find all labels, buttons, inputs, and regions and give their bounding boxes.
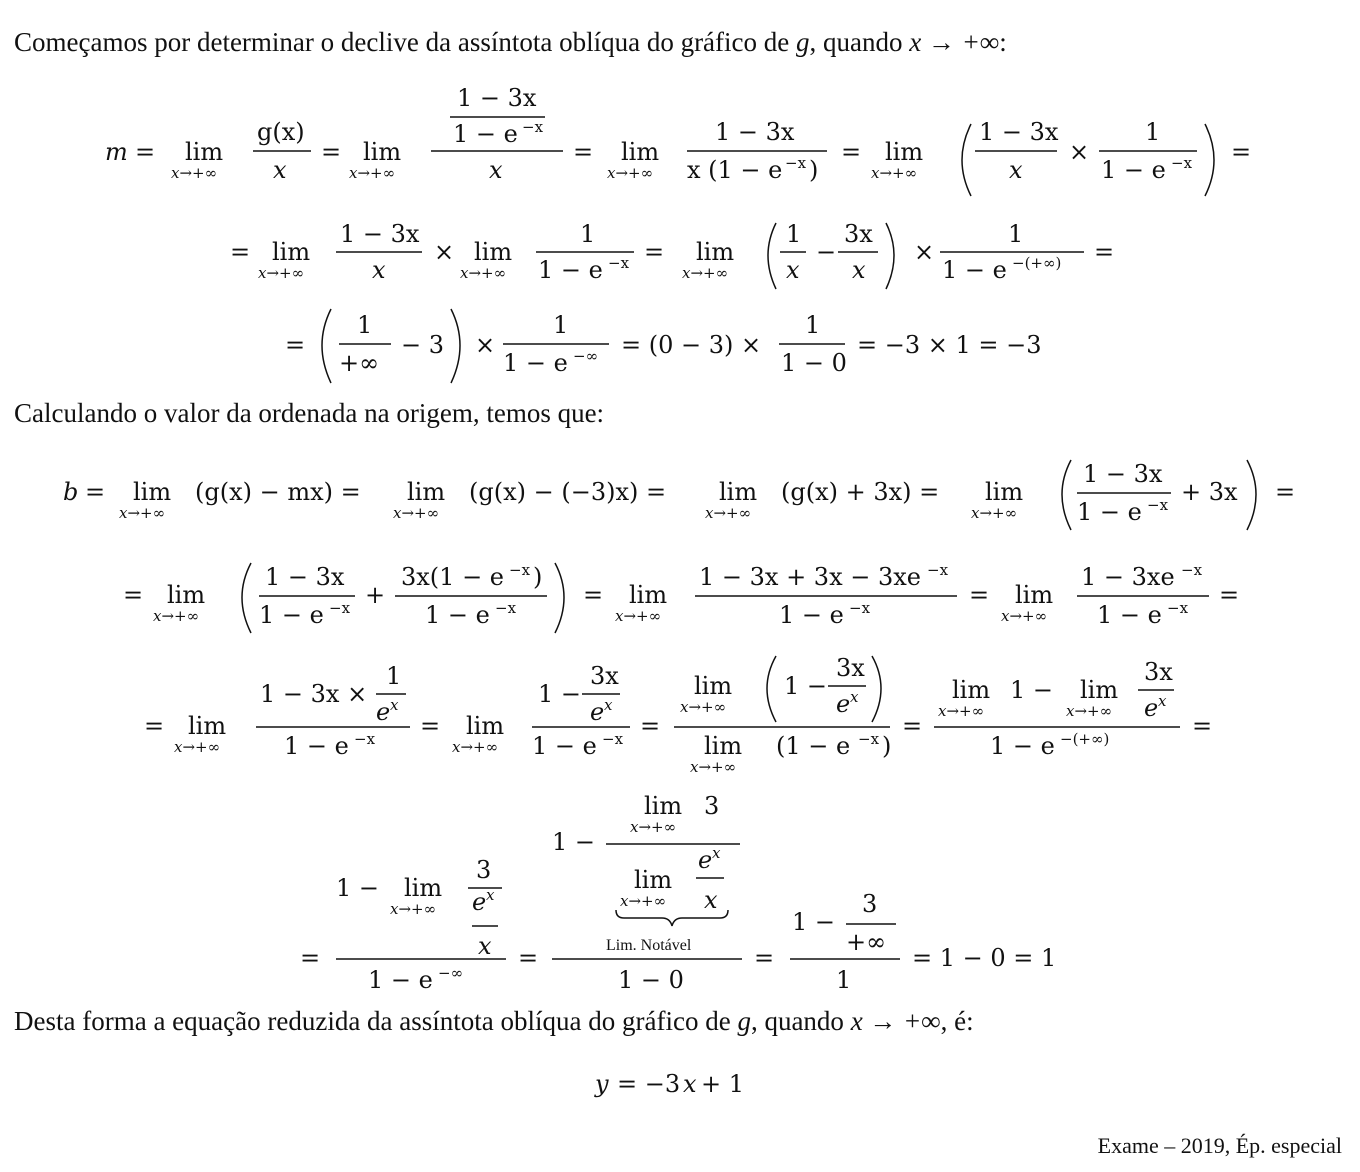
limit-expression: x → +∞ <box>909 27 1000 57</box>
intro-text: Começamos por determinar o declive da assíntota oblíqua do gráfico de <box>14 27 796 57</box>
svg-text:−: − <box>816 238 837 266</box>
svg-text:=: = <box>518 944 539 972</box>
svg-text:3: 3 <box>476 856 492 884</box>
svg-text:1 − 3x: 1 − 3x <box>264 563 344 591</box>
svg-text:x: x <box>486 886 495 904</box>
svg-text:1 − e: 1 − e <box>258 601 324 629</box>
svg-text:1 − e: 1 − e <box>1096 601 1162 629</box>
svg-text:1 − e: 1 − e <box>942 256 1007 284</box>
svg-text:−x: −x <box>608 254 630 272</box>
svg-text:=: = <box>144 712 165 740</box>
svg-text:1: 1 <box>786 220 802 248</box>
svg-text:+: + <box>364 581 385 609</box>
svg-text:+∞: +∞ <box>846 928 887 956</box>
svg-text:=: = <box>902 712 923 740</box>
svg-text:x: x <box>478 932 492 960</box>
svg-text:e: e <box>1144 694 1159 722</box>
svg-text:1 − 3x: 1 − 3x <box>715 118 795 146</box>
svg-text:=: = <box>968 581 989 609</box>
svg-text:−(+∞): −(+∞) <box>1060 730 1110 748</box>
svg-text:1 − e: 1 − e <box>1101 156 1166 184</box>
svg-text:= (0 − 3) ×: = (0 − 3) × <box>621 331 762 359</box>
svg-text:−x: −x <box>1146 496 1168 514</box>
svg-text:1 − 0: 1 − 0 <box>781 349 847 377</box>
svg-text:(g(x) − (−3)x) =: (g(x) − (−3)x) = <box>468 478 666 506</box>
svg-text:−x: −x <box>328 599 350 617</box>
intro-paragraph <box>14 29 1007 56</box>
svg-text:lim: lim <box>718 478 757 506</box>
svg-text:x→+∞: x→+∞ <box>171 164 218 182</box>
svg-text:1 − e: 1 − e <box>503 349 568 377</box>
svg-text:x: x <box>683 1070 697 1098</box>
svg-text:x→+∞: x→+∞ <box>258 264 305 282</box>
intro-text-end: : <box>999 27 1007 57</box>
svg-text:−x: −x <box>508 561 530 579</box>
svg-text:x→+∞: x→+∞ <box>390 900 437 918</box>
svg-text:x→+∞: x→+∞ <box>174 738 221 756</box>
svg-text:−∞: −∞ <box>438 964 464 982</box>
svg-text:=: = <box>84 478 105 506</box>
svg-text:1 − 0: 1 − 0 <box>618 966 684 994</box>
svg-text:1 − e: 1 − e <box>453 120 518 148</box>
asymptote-equation <box>0 1062 1360 1102</box>
svg-text:1: 1 <box>357 311 373 339</box>
svg-text:x→+∞: x→+∞ <box>460 264 507 282</box>
svg-text:x: x <box>1158 692 1167 710</box>
svg-text:−x: −x <box>602 730 624 748</box>
svg-text:lim: lim <box>363 138 402 166</box>
svg-text:1 −: 1 − <box>784 672 828 700</box>
svg-text:1 − e: 1 − e <box>284 732 349 760</box>
svg-text:1: 1 <box>1008 220 1024 248</box>
svg-text:x→+∞: x→+∞ <box>452 738 499 756</box>
svg-text:+ 1: + 1 <box>701 1070 745 1098</box>
svg-text:e: e <box>590 698 605 726</box>
svg-text:=: = <box>135 138 156 166</box>
svg-text:=: = <box>644 238 665 266</box>
svg-text:−(+∞): −(+∞) <box>1012 254 1062 272</box>
slope-equation-line-3 <box>0 303 1360 388</box>
svg-text:+ 3x: + 3x <box>1180 478 1238 506</box>
svg-text:x→+∞: x→+∞ <box>704 504 751 522</box>
svg-text:e: e <box>698 846 713 874</box>
slope-equation-line-1 <box>0 80 1360 195</box>
svg-text:=: = <box>122 581 143 609</box>
svg-text:×: × <box>475 331 496 359</box>
svg-text:= −3: = −3 <box>617 1070 681 1098</box>
svg-text:1: 1 <box>553 311 569 339</box>
svg-text:−x: −x <box>522 118 544 136</box>
function-name: g <box>796 27 810 57</box>
svg-text:x: x <box>489 156 503 184</box>
svg-text:−x: −x <box>785 154 807 172</box>
svg-text:−∞: −∞ <box>573 347 599 365</box>
svg-text:y: y <box>595 1070 609 1098</box>
svg-text:1 −: 1 − <box>336 874 380 902</box>
svg-text:1 − e: 1 − e <box>424 601 490 629</box>
svg-text:=: = <box>582 581 603 609</box>
svg-text:x: x <box>372 256 386 284</box>
svg-text:3x: 3x <box>836 654 865 682</box>
svg-text:x→+∞: x→+∞ <box>690 758 737 776</box>
svg-text:1 − 3xe: 1 − 3xe <box>1080 563 1175 591</box>
svg-text:1 − 3x ×: 1 − 3x × <box>260 680 368 708</box>
svg-text:lim: lim <box>984 478 1023 506</box>
svg-text:x: x <box>850 688 859 706</box>
svg-text:g(x): g(x) <box>257 118 305 146</box>
function-name: g <box>737 1006 751 1036</box>
svg-text:=: = <box>230 238 251 266</box>
svg-text:b: b <box>62 478 78 506</box>
svg-text:x→+∞: x→+∞ <box>614 607 661 625</box>
source-citation: Exame – 2019, Ép. especial <box>1097 1133 1342 1158</box>
svg-text:x→+∞: x→+∞ <box>1000 607 1047 625</box>
intercept-equation-line-1-svg <box>63 450 1298 540</box>
svg-text:=: = <box>285 331 306 359</box>
svg-text:x→+∞: x→+∞ <box>970 504 1017 522</box>
svg-text:e: e <box>376 698 391 726</box>
svg-text:=: = <box>1094 238 1115 266</box>
svg-text:1 − 3x: 1 − 3x <box>340 220 420 248</box>
svg-text:x: x <box>852 256 866 284</box>
svg-text:−x: −x <box>858 730 880 748</box>
svg-text:×: × <box>1069 138 1090 166</box>
intercept-equation-line-3-svg <box>144 648 1216 778</box>
svg-text:1 − e: 1 − e <box>368 966 433 994</box>
svg-text:1 −: 1 − <box>538 680 582 708</box>
svg-text:−x: −x <box>494 599 516 617</box>
svg-text:x→+∞: x→+∞ <box>392 504 439 522</box>
svg-text:lim: lim <box>404 874 443 902</box>
intercept-text: Calculando o valor da ordenada na origem, temos que: <box>14 398 605 428</box>
svg-text:lim: lim <box>694 672 733 700</box>
svg-text:=: = <box>573 138 594 166</box>
svg-text:= 1 − 0 = 1: = 1 − 0 = 1 <box>912 944 1057 972</box>
svg-text:1 − 3x + 3x − 3xe: 1 − 3x + 3x − 3xe <box>698 563 921 591</box>
slope-equation-line-2-svg <box>230 205 1130 295</box>
svg-text:lim: lim <box>952 676 991 704</box>
conclusion-text: Desta forma a equação reduzida da assíntota oblíqua do gráfico de <box>14 1006 738 1036</box>
svg-text:(g(x) + 3x) =: (g(x) + 3x) = <box>780 478 939 506</box>
svg-text:x: x <box>1009 156 1023 184</box>
svg-text:3x: 3x <box>844 220 873 248</box>
svg-text:−x: −x <box>926 561 948 579</box>
svg-text:=: = <box>1192 712 1213 740</box>
svg-text:e: e <box>472 888 487 916</box>
slope-equation-line-1-svg <box>105 80 1255 195</box>
svg-text:lim: lim <box>644 792 683 820</box>
svg-text:1 − e: 1 − e <box>990 732 1055 760</box>
intercept-equation-line-2-svg <box>123 553 1238 638</box>
svg-text:e: e <box>836 690 851 718</box>
intro-text-mid: , quando <box>809 27 910 57</box>
svg-text:=: = <box>1231 138 1252 166</box>
svg-text:=: = <box>640 712 661 740</box>
svg-text:x→+∞: x→+∞ <box>871 164 918 182</box>
svg-text:3x(1 − e: 3x(1 − e <box>400 563 504 591</box>
conclusion-text-mid: , quando <box>750 1006 851 1036</box>
svg-text:lim: lim <box>704 732 743 760</box>
svg-text:=: = <box>300 944 321 972</box>
svg-text:−x: −x <box>1180 561 1202 579</box>
svg-text:1: 1 <box>580 220 596 248</box>
svg-text:3: 3 <box>862 890 878 918</box>
svg-text:(g(x) − mx) =: (g(x) − mx) = <box>194 478 361 506</box>
svg-text:x→+∞: x→+∞ <box>1066 702 1113 720</box>
slope-equation-line-3-svg <box>285 303 1075 388</box>
notable-limit-label: Lim. Notável <box>606 937 692 954</box>
svg-text:): ) <box>882 732 892 760</box>
svg-text:x→+∞: x→+∞ <box>118 504 165 522</box>
svg-text:×: × <box>434 238 455 266</box>
svg-text:(1 − e: (1 − e <box>776 732 851 760</box>
svg-text:1 − 3x: 1 − 3x <box>457 84 537 112</box>
svg-text:x: x <box>390 696 399 714</box>
svg-text:lim: lim <box>885 138 924 166</box>
svg-text:=: = <box>841 138 862 166</box>
svg-text:lim: lim <box>634 866 673 894</box>
svg-text:−x: −x <box>848 599 870 617</box>
conclusion-text-end: , é: <box>940 1006 974 1036</box>
svg-text:): ) <box>809 156 819 184</box>
svg-text:1 − e: 1 − e <box>538 256 603 284</box>
svg-text:3x: 3x <box>1144 658 1173 686</box>
svg-text:x→+∞: x→+∞ <box>680 698 727 716</box>
svg-text:=: = <box>1274 478 1295 506</box>
intercept-equation-line-4-svg <box>300 792 1060 992</box>
svg-text:+∞: +∞ <box>339 349 380 377</box>
svg-text:1 −: 1 − <box>792 908 836 936</box>
svg-text:m: m <box>105 138 128 166</box>
svg-text:1 −: 1 − <box>552 828 596 856</box>
intercept-equation-line-3 <box>0 648 1360 778</box>
asymptote-equation-svg <box>595 1062 765 1102</box>
svg-text:lim: lim <box>188 712 227 740</box>
intercept-paragraph <box>14 400 604 427</box>
svg-text:lim: lim <box>1080 676 1119 704</box>
svg-text:−x: −x <box>1166 599 1188 617</box>
svg-text:=: = <box>321 138 342 166</box>
conclusion-paragraph <box>14 1008 974 1035</box>
svg-text:x→+∞: x→+∞ <box>152 607 199 625</box>
svg-text:1: 1 <box>386 662 402 690</box>
svg-text:x→+∞: x→+∞ <box>682 264 729 282</box>
svg-text:x: x <box>786 256 800 284</box>
svg-text:lim: lim <box>466 712 505 740</box>
svg-text:x→+∞: x→+∞ <box>607 164 654 182</box>
svg-text:lim: lim <box>272 238 311 266</box>
svg-text:− 3: − 3 <box>401 331 445 359</box>
svg-text:x: x <box>273 156 287 184</box>
svg-text:x→+∞: x→+∞ <box>938 702 985 720</box>
svg-text:=: = <box>1218 581 1239 609</box>
svg-text:1 − 3x: 1 − 3x <box>979 118 1059 146</box>
svg-text:x: x <box>604 696 613 714</box>
svg-text:−x: −x <box>354 730 376 748</box>
svg-text:lim: lim <box>166 581 205 609</box>
svg-text:3x: 3x <box>590 662 619 690</box>
svg-text:): ) <box>532 563 542 591</box>
svg-text:x→+∞: x→+∞ <box>630 818 677 836</box>
svg-text:= −3 × 1 = −3: = −3 × 1 = −3 <box>857 331 1042 359</box>
svg-text:1 − e: 1 − e <box>1076 498 1142 526</box>
intercept-equation-line-2 <box>0 553 1360 638</box>
svg-text:1 − 3x: 1 − 3x <box>1082 460 1162 488</box>
limit-expression: x → +∞ <box>850 1006 941 1036</box>
intercept-equation-line-1 <box>0 450 1360 540</box>
svg-text:lim: lim <box>696 238 735 266</box>
intercept-equation-line-4 <box>0 792 1360 992</box>
svg-text:=: = <box>754 944 775 972</box>
svg-text:lim: lim <box>132 478 171 506</box>
svg-text:3: 3 <box>704 792 720 820</box>
svg-text:x: x <box>704 886 718 914</box>
svg-text:lim: lim <box>1014 581 1053 609</box>
svg-text:x (1 − e: x (1 − e <box>687 156 783 184</box>
slope-equation-line-2 <box>0 205 1360 295</box>
svg-text:lim: lim <box>474 238 513 266</box>
svg-text:1: 1 <box>836 966 852 994</box>
svg-text:lim: lim <box>628 581 667 609</box>
svg-text:1 − e: 1 − e <box>532 732 597 760</box>
svg-text:1: 1 <box>805 311 821 339</box>
svg-text:x→+∞: x→+∞ <box>620 892 667 910</box>
svg-text:=: = <box>420 712 441 740</box>
svg-text:x: x <box>712 844 721 862</box>
svg-text:lim: lim <box>621 138 660 166</box>
svg-text:lim: lim <box>406 478 445 506</box>
svg-text:1 −: 1 − <box>1010 676 1054 704</box>
svg-text:1 − e: 1 − e <box>778 601 844 629</box>
svg-text:lim: lim <box>185 138 224 166</box>
svg-text:×: × <box>914 238 935 266</box>
svg-text:1: 1 <box>1145 118 1161 146</box>
svg-text:x→+∞: x→+∞ <box>349 164 396 182</box>
svg-text:−x: −x <box>1171 154 1193 172</box>
